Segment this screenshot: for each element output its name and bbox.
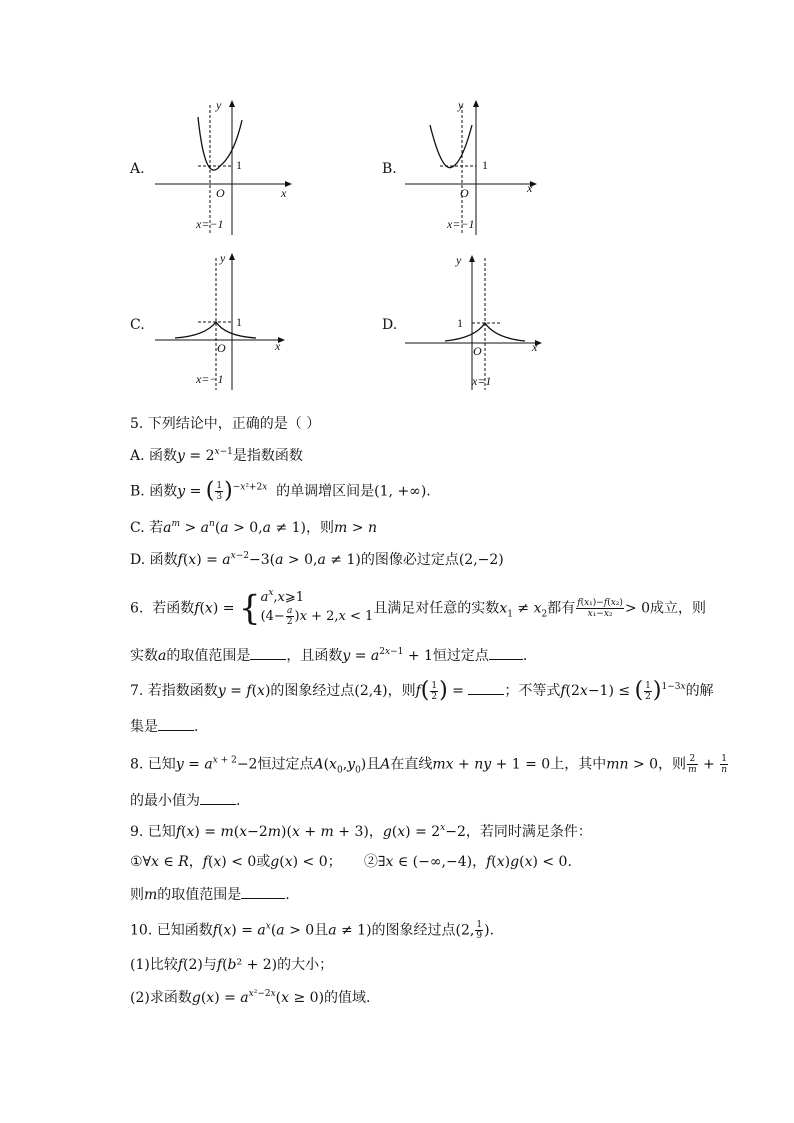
svg-text:1: 1 [236,315,242,329]
y-axis-arrow [229,100,235,107]
one-label: 1 [236,158,242,172]
svg-text:y: y [458,98,464,112]
option-b-label: B. [382,161,397,177]
svg-text:O: O [460,186,469,200]
svg-text:x=1: x=1 [472,374,492,388]
asymptote-label: x=−1 [196,217,224,231]
q7-line1: 7. 若指数函数y = f(x)的图象经过点(2,4)，则f( $\frac{1}{2}$ ) = ；不等式f(2x−1) ≤ ( $\frac{1}{2}$ )$^{1-3x}$的解 [130,678,714,703]
option-d-label: D. [382,317,398,333]
answer-blank [200,790,236,805]
q5-stem: 5. 下列结论中，正确的是（ ） [130,416,321,432]
q5-option-d: D. 函数$f(x) = a^{x-2}-3(a > 0,a \ne 1)$的图像必过定点(2,−2) [130,551,504,568]
q10-stem: 10. 已知函数$f(x) = a^x(a > 0$且a ≠ 1)的图象经过点(2, $\frac{1}{9}$ ). [130,920,495,941]
q8-line1: 8. 已知$y = a^{x + 2}-2$恒过定点$A(x_0,y_0)$且A在直线mx + ny + 1 = 0上，其中mn > 0，则 $\frac{2}{m}$ + $\frac{1}{n}$ [130,754,728,776]
q5-option-c: C. 若$a^m > a^n(a > 0,a \ne 1)$，则m > n [130,519,377,536]
answer-blank [241,884,285,899]
svg-text:y: y [456,253,462,267]
answer-blank [158,716,194,731]
q9-line2: ①∀x ∈ R，f(x) < 0或g(x) < 0； ②∃x ∈ (−∞,−4)，f(x)g(x) < 0. [130,854,572,870]
q8-line2: 的最小值为 . [130,790,240,811]
q5-option-a: A. 函数$y = 2^{x-1}$是指数函数 [130,447,303,464]
svg-text:x: x [532,340,538,354]
svg-text:1: 1 [457,316,463,330]
graph-d [400,250,550,395]
svg-text:x: x [527,181,533,195]
svg-text:x=−1: x=−1 [196,372,224,386]
svg-text:y: y [220,251,226,265]
q5-option-b: B. 函数y = ( $\frac{1}{3}$ )$^{-x^2+2x}$ 的单调增区间是(1, +∞). [130,478,431,504]
svg-text:O: O [217,341,226,355]
option-c-label: C. [130,317,145,333]
x-label: x [281,186,287,200]
answer-blank [489,645,523,660]
origin-label: O [216,186,225,200]
q7-line2: 集是 . [130,716,198,737]
svg-text:x=−1: x=−1 [447,217,475,231]
svg-text:1: 1 [482,158,488,172]
graph-c [150,250,300,395]
q10-part1: (1)比较f(2)与f(b² + 2)的大小； [130,957,334,973]
option-a-label: A. [130,161,145,177]
svg-text:O: O [473,344,482,358]
graph-a [150,95,300,240]
q6-line1: 6. 若函数$f(x) = \{a^x,x⩾1$ (4− $\frac{a}{2}$ )x + 2,x < 1且满足对任意的实数$x_1 \ne x_2$都有 $\frac{\text{f(x₁)−f(x₂)}}{\text{x₁−x₂}}$ > 0成立，则 [130,588,706,629]
q10-part2: (2)求函数$g(x) = a^{x^2-2x}(x \ge 0)$的值域. [130,989,371,1006]
graph-b [400,95,550,240]
q6-line2: 实数a的取值范围是 ，且函数$y = a^{2x-1} + 1$恒过定点 . [130,647,528,664]
q9-line1: 9. 已知f(x) = m(x−2m)(x + m + 3)，$g(x) = 2^x-2$，若同时满足条件： [130,823,592,840]
answer-blank [250,645,286,660]
y-label: y [216,98,222,112]
answer-blank [468,680,504,695]
q9-line3: 则m的取值范围是 . [130,884,290,905]
svg-text:x: x [275,339,281,353]
